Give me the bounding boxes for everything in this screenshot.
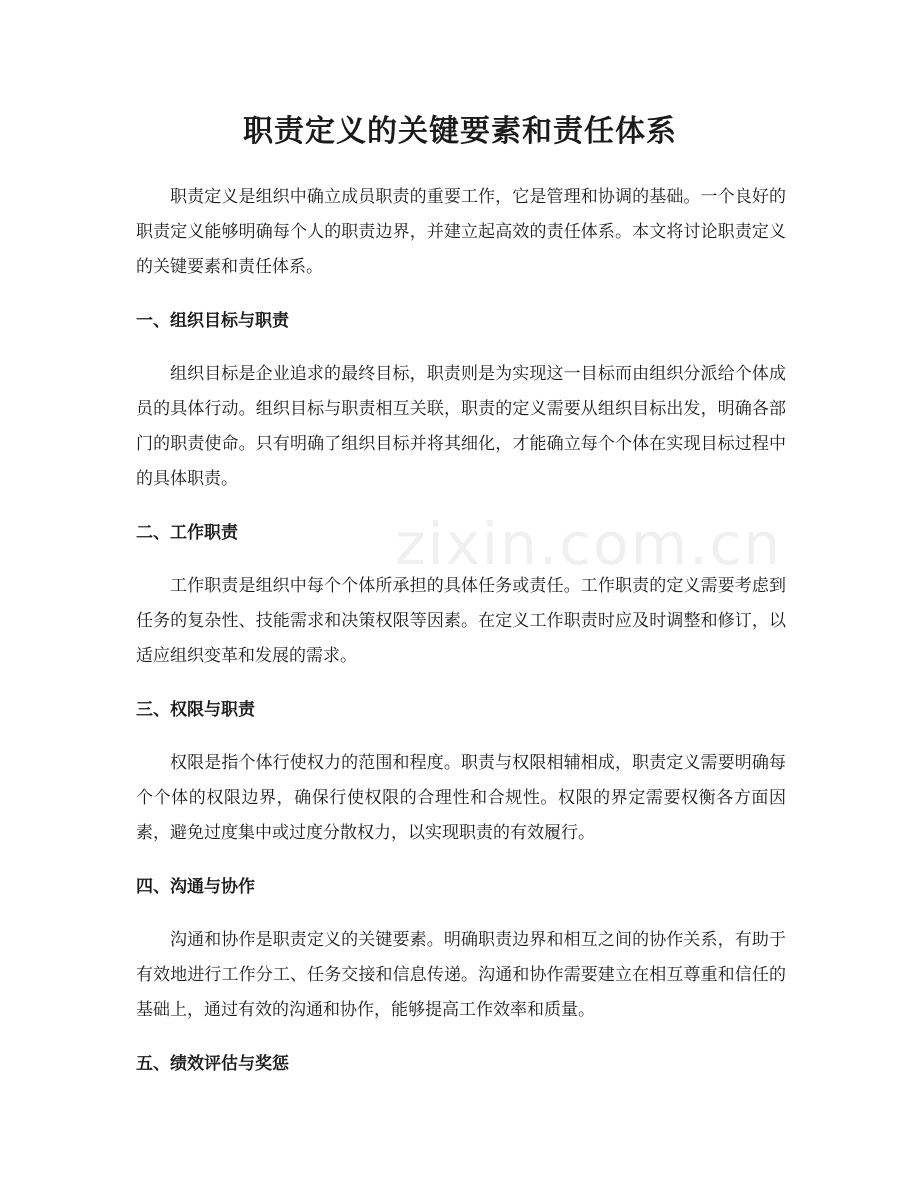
section-heading-3: 三、权限与职责 — [136, 700, 255, 720]
intro-paragraph: 职责定义是组织中确立成员职责的重要工作，它是管理和协调的基础。一个良好的职责定义能够明确每个人的职责边界，并建立起高效的责任体系。本文将讨论职责定义的关键要素和责任体系。 — [136, 187, 786, 277]
section-body-3: 权限是指个体行使权力的范围和程度。职责与权限相辅相成，职责定义需要明确每个个体的权限边界，确保行使权限的合理性和合规性。权限的界定需要权衡各方面因素，避免过度集中或过度分散权力，以实现职责的有效履行。 — [136, 753, 786, 843]
section-heading-2: 二、工作职责 — [136, 523, 238, 543]
section-heading-4: 四、沟通与协作 — [136, 877, 255, 897]
section-heading-1: 一、组织目标与职责 — [136, 311, 289, 331]
section-body-4: 沟通和协作是职责定义的关键要素。明确职责边界和相互之间的协作关系，有助于有效地进行工作分工、任务交接和信息传递。沟通和协作需要建立在相互尊重和信任的基础上，通过有效的沟通和协作，能够提高工作效率和质量。 — [136, 930, 786, 1020]
section-heading-5: 五、绩效评估与奖惩 — [136, 1054, 289, 1074]
section-body-2: 工作职责是组织中每个个体所承担的具体任务或责任。工作职责的定义需要考虑到任务的复杂性、技能需求和决策权限等因素。在定义工作职责时应及时调整和修订，以适应组织变革和发展的需求。 — [136, 576, 786, 666]
document-title: 职责定义的关键要素和责任体系 — [243, 114, 677, 149]
section-body-1: 组织目标是企业追求的最终目标，职责则是为实现这一目标而由组织分派给个体成员的具体行动。组织目标与职责相互关联，职责的定义需要从组织目标出发，明确各部门的职责使命。只有明确了组织目标并将其细化，才能确立每个个体在实现目标过程中的具体职责。 — [136, 364, 786, 489]
document-body — [136, 180, 786, 1100]
watermark: zixin.com.cn — [395, 510, 783, 578]
